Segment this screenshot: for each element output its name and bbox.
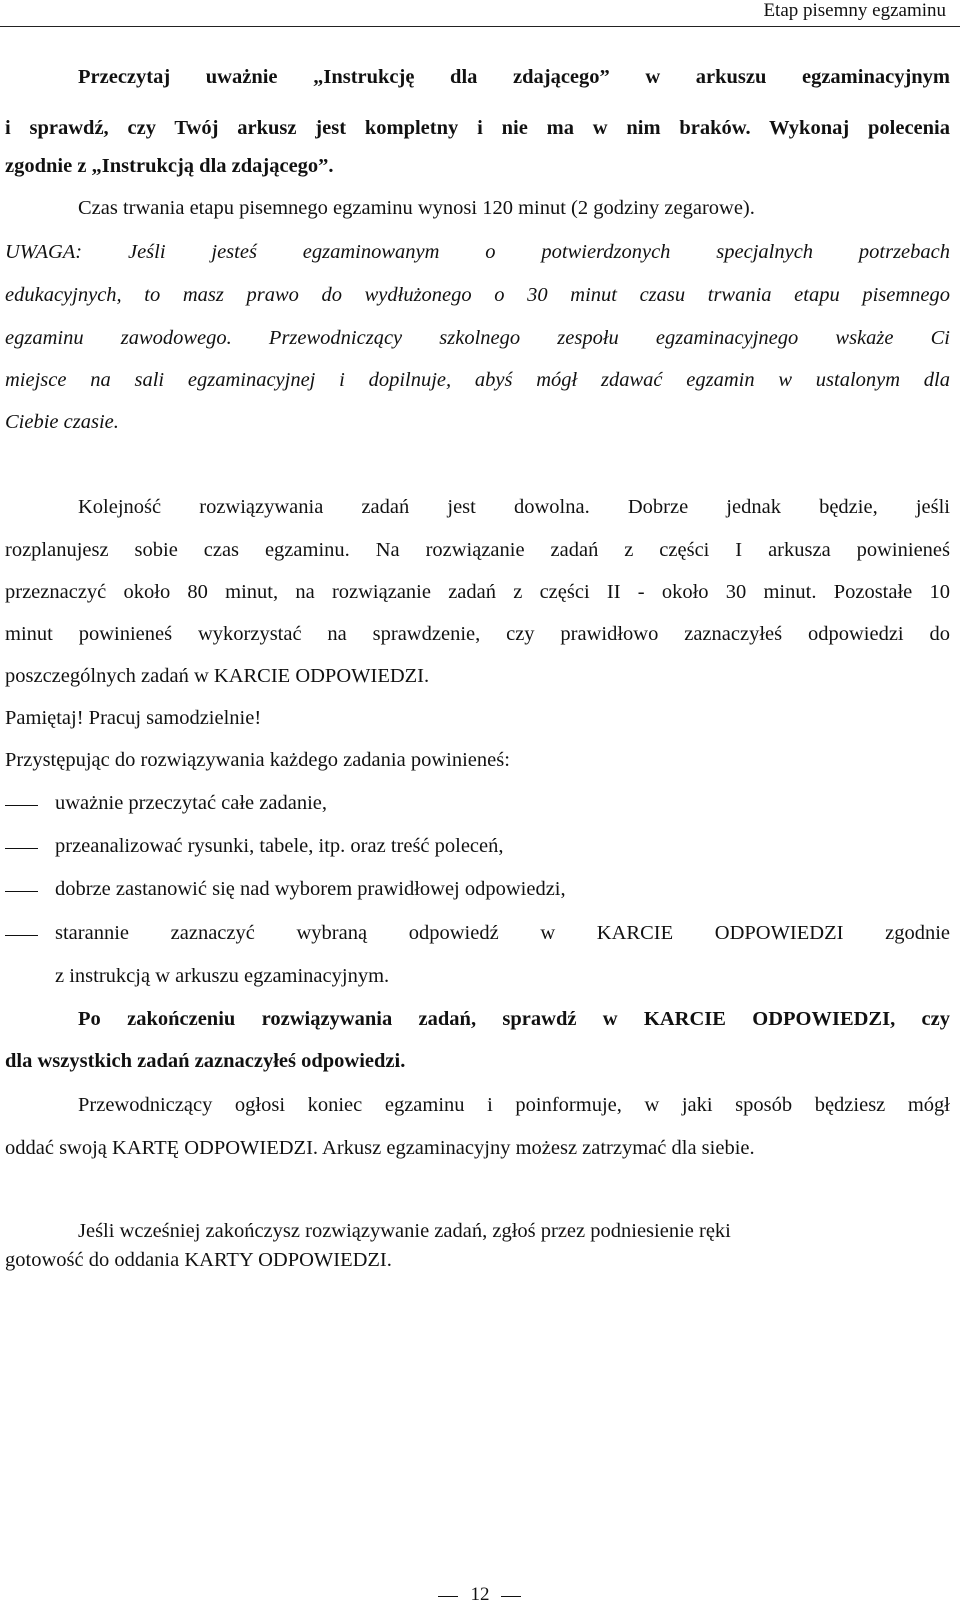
end-line: oddać swoją KARTĘ ODPOWIEDZI. Arkusz egzaminacyjny możesz zatrzymać dla siebie. (5, 1137, 755, 1159)
check-line: Po zakończeniu rozwiązywania zadań, sprawdź w KARCIE ODPOWIEDZI, czy (78, 1008, 950, 1030)
order-line: poszczególnych zadań w KARCIE ODPOWIEDZI. (5, 665, 430, 687)
exam-duration-text: Czas trwania etapu pisemnego egzaminu wynosi 120 minut (2 godziny zegarowe). (78, 197, 755, 219)
note-line: Ciebie czasie. (5, 411, 119, 433)
list-item: dobrze zastanowić się nad wyborem prawidłowej odpowiedzi, (5, 877, 950, 901)
order-line: minut powinieneś wykorzystać na sprawdzenie, czy prawidłowo zaznaczyłeś odpowiedzi do (5, 623, 950, 645)
order-line: rozplanujesz sobie czas egzaminu. Na rozwiązanie zadań z części I arkusza powinieneś (5, 539, 950, 561)
note-line: edukacyjnych, to masz prawo do wydłużonego o 30 minut czasu trwania etapu pisemnego (5, 284, 950, 306)
header-title: Etap pisemny egzaminu (763, 0, 946, 21)
early-finish-line: Jeśli wcześniej zakończysz rozwiązywanie zadań, zgłoś przez podniesienie ręki (78, 1220, 731, 1242)
list-item: uważnie przeczytać całe zadanie, (5, 791, 950, 815)
order-line: Kolejność rozwiązywania zadań jest dowolna. Dobrze jednak będzie, jeśli (78, 496, 950, 518)
end-line: Przewodniczący ogłosi koniec egzaminu i poinformuje, w jaki sposób będziesz mógł (78, 1094, 950, 1116)
check-line: dla wszystkich zadań zaznaczyłeś odpowiedzi. (5, 1050, 406, 1072)
list-item: przeanalizować rysunki, tabele, itp. oraz treść poleceń, (5, 834, 950, 858)
note-line: miejsce na sali egzaminacyjnej i dopilnuje, abyś mógł zdawać egzamin w ustalonym dla (5, 369, 950, 391)
page-number-dash-icon (438, 1596, 458, 1597)
list-intro: Przystępując do rozwiązywania każdego zadania powinieneś: (5, 749, 510, 771)
page-header (0, 0, 960, 27)
note-line: egzaminu zawodowego. Przewodniczący szkolnego zespołu egzaminacyjnego wskaże Ci (5, 327, 950, 349)
remember-text: Pamiętaj! Pracuj samodzielnie! (5, 707, 262, 729)
early-finish-line: gotowość do oddania KARTY ODPOWIEDZI. (5, 1249, 392, 1271)
instruction-line: i sprawdź, czy Twój arkusz jest kompletny i nie ma w nim braków. Wykonaj polecenia (5, 117, 950, 139)
note-line: UWAGA: Jeśli jesteś egzaminowanym o potwierdzonych specjalnych potrzebach (5, 241, 950, 263)
dash-bullet-icon (5, 935, 38, 936)
list-item: starannie zaznaczyć wybraną odpowiedź w KARCIE ODPOWIEDZI zgodnie z instrukcją w arkuszu egzaminacyjnym. (5, 921, 950, 991)
dash-bullet-icon (5, 891, 38, 892)
instruction-line: zgodnie z „Instrukcją dla zdającego”. (5, 155, 334, 177)
instruction-line: Przeczytaj uważnie „Instrukcję dla zdającego” w arkuszu egzaminacyjnym (78, 66, 950, 88)
page-number: 12 (470, 1584, 490, 1605)
page-footer (0, 1582, 960, 1609)
order-line: przeznaczyć około 80 minut, na rozwiązanie zadań z części II - około 30 minut. Pozostałe 10 (5, 581, 950, 603)
dash-bullet-icon (5, 848, 38, 849)
page-number-dash-icon (501, 1596, 521, 1597)
dash-bullet-icon (5, 805, 38, 806)
